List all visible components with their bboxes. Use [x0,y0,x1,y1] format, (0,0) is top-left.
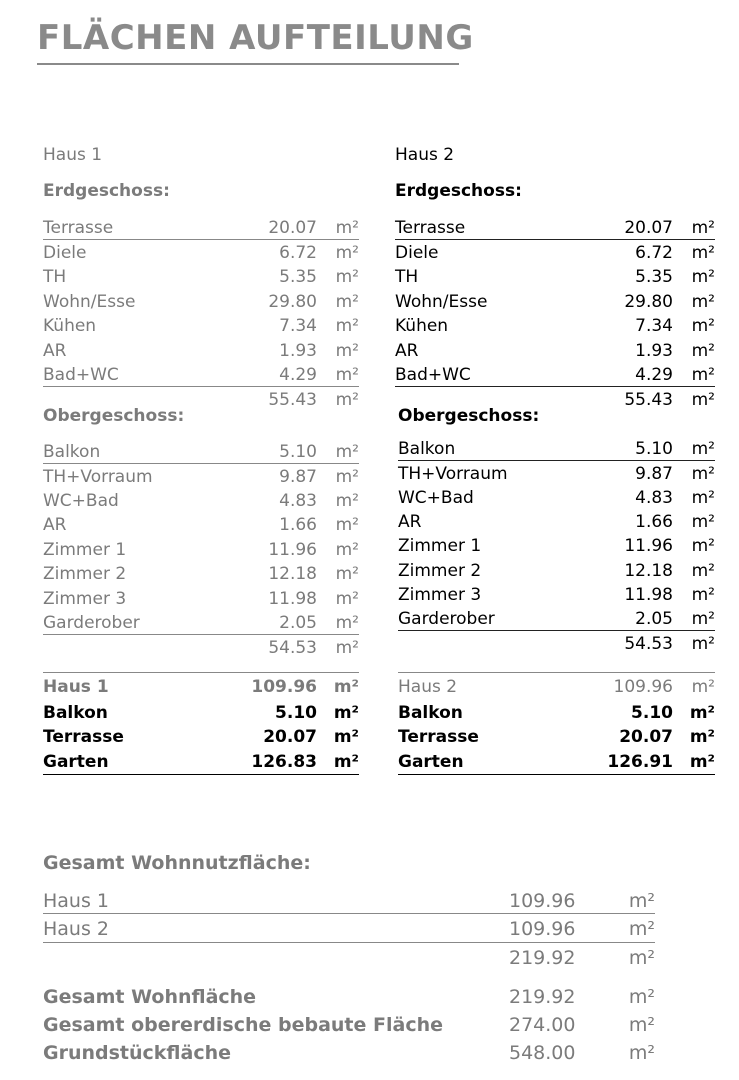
row-unit: m² [691,390,715,410]
gesamt-row [43,915,655,943]
row-label: AR [43,341,67,361]
subtotal-row [43,636,359,660]
row-label: Terrasse [398,727,479,747]
row-value: 5.35 [279,267,317,287]
row-value: 109.96 [509,918,576,940]
summary-row [398,675,715,699]
row-label: Zimmer 2 [43,564,127,584]
summary-row [43,725,359,749]
row-value: 126.91 [607,752,673,772]
row-label: Haus 1 [43,677,109,697]
divider [398,672,715,673]
row-value: 9.87 [279,467,317,487]
divider [43,672,359,673]
row-label: Balkon [43,442,101,462]
row-value: 1.66 [635,512,673,532]
table-row [395,241,715,265]
gesamt-summary-row [43,1039,655,1067]
row-label: Terrasse [43,727,124,747]
row-label: TH+Vorraum [398,464,508,484]
row-value: 548.00 [509,1042,576,1064]
row-value: 7.34 [635,316,673,336]
table-row [398,583,715,607]
row-unit: m² [335,442,359,462]
table-row [43,562,359,586]
row-label: Diele [395,243,439,263]
row-label: Garderober [43,613,140,633]
table-row [395,363,715,387]
row-label: Balkon [398,703,463,723]
row-unit: m² [628,890,655,912]
row-label: Balkon [398,439,456,459]
row-label: TH+Vorraum [43,467,153,487]
row-value: 7.34 [279,316,317,336]
divider [43,463,359,464]
haus1-eg-label: Erdgeschoss: [43,181,170,201]
table-row [43,538,359,562]
table-row [43,290,359,314]
row-unit: m² [335,390,359,410]
row-label: Haus 2 [398,677,458,697]
table-row [43,314,359,338]
row-unit: m² [335,613,359,633]
table-row [398,510,715,534]
row-label: Wohn/Esse [43,292,136,312]
table-row [43,216,359,240]
row-value: 1.93 [279,341,317,361]
subtotal-row [398,632,715,656]
row-value: 4.83 [635,488,673,508]
divider [395,239,715,240]
row-unit: m² [689,703,715,723]
row-label: Kühen [43,316,97,336]
row-value: 219.92 [509,986,576,1008]
row-value: 55.43 [624,390,673,410]
row-unit: m² [335,589,359,609]
table-row [43,363,359,387]
row-value: 109.96 [509,890,576,912]
divider [398,460,715,461]
row-value: 9.87 [635,464,673,484]
table-row [395,339,715,363]
row-unit: m² [691,536,715,556]
row-label: Zimmer 1 [43,540,127,560]
table-row [43,465,359,489]
row-unit: m² [691,488,715,508]
row-label: Gesamt obererdische bebaute Fläche [43,1014,443,1036]
row-unit: m² [333,727,359,747]
row-unit: m² [335,341,359,361]
row-unit: m² [691,292,715,312]
haus1-og-label: Obergeschoss: [43,406,185,426]
gesamt-summary-row [43,1011,655,1039]
row-unit: m² [335,365,359,385]
row-unit: m² [333,752,359,772]
summary-row [398,750,715,774]
table-row [43,265,359,289]
page-title: FLÄCHEN AUFTEILUNG [37,18,474,58]
row-label: Balkon [43,703,108,723]
table-row [43,489,359,513]
divider [398,774,715,775]
row-value: 4.83 [279,491,317,511]
row-value: 54.53 [624,634,673,654]
row-unit: m² [628,1042,655,1064]
row-label: Bad+WC [395,365,471,385]
row-unit: m² [691,634,715,654]
gesamt-row [43,887,655,915]
table-row [43,339,359,363]
haus2-og-label: Obergeschoss: [398,406,540,426]
row-unit: m² [691,561,715,581]
row-unit: m² [691,677,715,697]
row-label: Wohn/Esse [395,292,488,312]
row-value: 274.00 [509,1014,576,1036]
row-label: Zimmer 3 [398,585,482,605]
row-label: Bad+WC [43,365,119,385]
row-label: Zimmer 3 [43,589,127,609]
row-value: 6.72 [635,243,673,263]
row-unit: m² [628,1014,655,1036]
row-value: 2.05 [635,609,673,629]
divider [43,913,655,914]
row-value: 1.66 [279,515,317,535]
divider [43,634,359,635]
table-row [43,611,359,635]
row-unit: m² [691,218,715,238]
summary-row [398,701,715,725]
row-label: Kühen [395,316,449,336]
row-value: 12.18 [268,564,317,584]
table-row [398,534,715,558]
summary-row [43,701,359,725]
gesamt-total-row [43,944,655,972]
row-value: 219.92 [509,947,576,969]
row-value: 126.83 [251,752,317,772]
table-row [395,290,715,314]
table-row [398,462,715,486]
haus2-title: Haus 2 [395,145,455,165]
row-label: Garten [398,752,464,772]
row-label: TH [395,267,419,287]
table-row [398,607,715,631]
divider [43,774,359,775]
row-value: 20.07 [624,218,673,238]
row-label: Gesamt Wohnfläche [43,986,257,1008]
row-unit: m² [333,703,359,723]
row-value: 4.29 [635,365,673,385]
row-unit: m² [691,439,715,459]
row-unit: m² [689,752,715,772]
row-unit: m² [691,512,715,532]
row-label: AR [398,512,422,532]
row-label: WC+Bad [43,491,119,511]
row-value: 5.35 [635,267,673,287]
summary-row [43,675,359,699]
haus1-title: Haus 1 [43,145,103,165]
row-label: Grundstückfläche [43,1042,232,1064]
row-unit: m² [335,540,359,560]
row-value: 55.43 [268,390,317,410]
row-unit: m² [691,365,715,385]
row-value: 11.98 [624,585,673,605]
gesamt-title: Gesamt Wohnnutzfläche: [43,852,311,874]
divider [43,386,359,387]
haus2-eg-label: Erdgeschoss: [395,181,522,201]
gesamt-summary-row [43,983,655,1011]
row-label: Zimmer 1 [398,536,482,556]
table-row [43,513,359,537]
row-unit: m² [335,267,359,287]
row-label: Diele [43,243,87,263]
row-unit: m² [691,243,715,263]
row-label: TH [43,267,67,287]
row-label: Garten [43,752,109,772]
table-row [43,440,359,464]
row-value: 109.96 [613,677,673,697]
divider [43,239,359,240]
row-value: 1.93 [635,341,673,361]
table-row [395,216,715,240]
row-value: 5.10 [631,703,673,723]
table-row [43,587,359,611]
row-unit: m² [335,491,359,511]
table-row [398,559,715,583]
row-value: 11.98 [268,589,317,609]
title-underline [37,63,459,65]
row-unit: m² [335,638,359,658]
row-label: AR [395,341,419,361]
row-label: Garderober [398,609,495,629]
row-label: AR [43,515,67,535]
row-unit: m² [691,464,715,484]
row-unit: m² [335,218,359,238]
table-row [395,314,715,338]
row-value: 5.10 [635,439,673,459]
row-unit: m² [335,515,359,535]
row-unit: m² [689,727,715,747]
row-unit: m² [691,609,715,629]
row-unit: m² [335,292,359,312]
row-unit: m² [628,986,655,1008]
row-value: 12.18 [624,561,673,581]
row-value: 54.53 [268,638,317,658]
row-value: 20.07 [268,218,317,238]
row-value: 6.72 [279,243,317,263]
row-value: 11.96 [624,536,673,556]
row-unit: m² [628,947,655,969]
row-label: Zimmer 2 [398,561,482,581]
row-value: 11.96 [268,540,317,560]
row-unit: m² [335,467,359,487]
row-value: 109.96 [251,677,317,697]
row-value: 29.80 [268,292,317,312]
row-value: 5.10 [279,442,317,462]
table-row [398,437,715,461]
row-unit: m² [628,918,655,940]
row-label: Haus 2 [43,918,109,940]
divider [398,630,715,631]
table-row [43,241,359,265]
row-value: 5.10 [275,703,317,723]
table-row [398,486,715,510]
row-unit: m² [691,585,715,605]
row-label: Terrasse [395,218,466,238]
summary-row [43,750,359,774]
divider [43,942,655,943]
summary-row [398,725,715,749]
row-value: 20.07 [619,727,673,747]
row-unit: m² [333,677,359,697]
divider [395,386,715,387]
row-value: 4.29 [279,365,317,385]
row-label: Terrasse [43,218,114,238]
row-unit: m² [335,316,359,336]
row-unit: m² [691,267,715,287]
row-value: 29.80 [624,292,673,312]
row-unit: m² [335,564,359,584]
row-label: Haus 1 [43,890,109,912]
row-unit: m² [691,316,715,336]
table-row [395,265,715,289]
row-label: WC+Bad [398,488,474,508]
row-value: 2.05 [279,613,317,633]
row-value: 20.07 [263,727,317,747]
row-unit: m² [691,341,715,361]
row-unit: m² [335,243,359,263]
